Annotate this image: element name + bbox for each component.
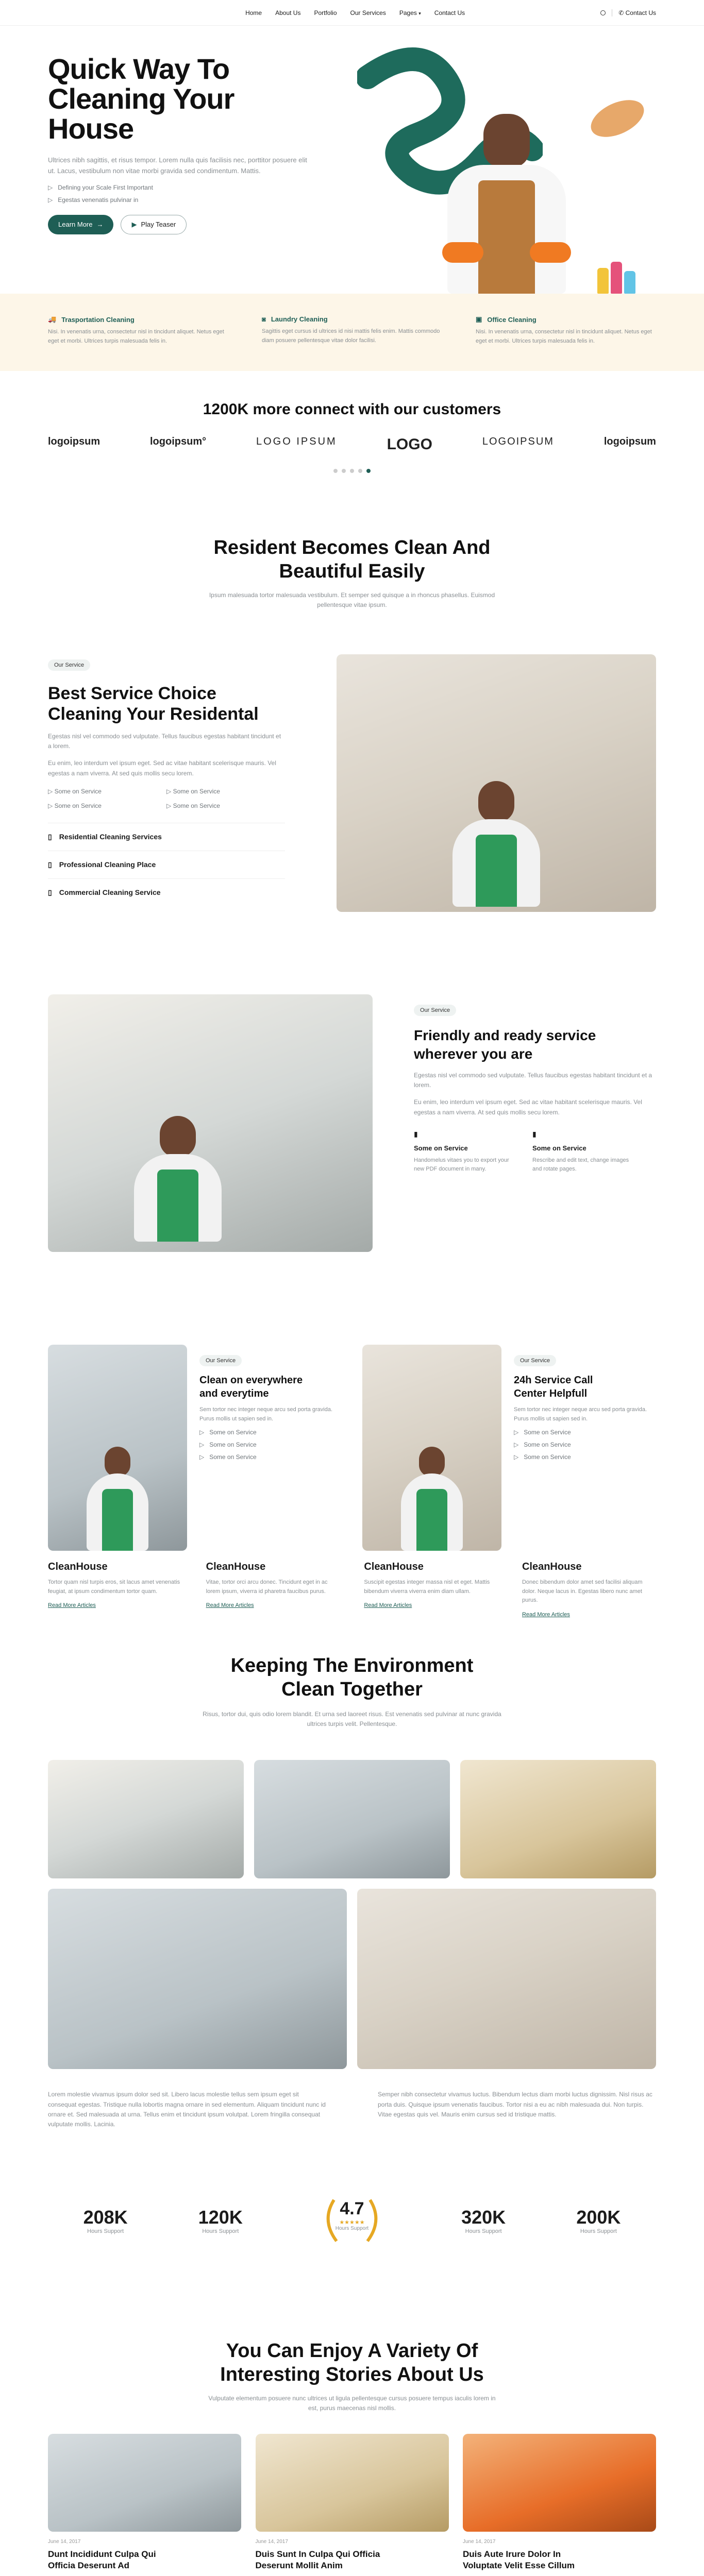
cleaner-person-illustration — [447, 114, 566, 294]
learn-more-label: Learn More — [58, 221, 93, 229]
resident-title-line2: Beautiful Easily — [279, 561, 425, 582]
service-link-label: Residential Cleaning Services — [59, 832, 162, 841]
service-cards-section — [0, 1314, 704, 1540]
story-card[interactable] — [463, 2434, 656, 2576]
service2-col-text: Handomelus vitaes you to export your new PDF document in many. — [414, 1157, 509, 1173]
environment-title-line2: Clean Together — [281, 1679, 423, 1700]
service-card-list-text: Some on Service — [209, 1441, 257, 1449]
service-card-list-item — [199, 1429, 339, 1436]
story-title-line1: Dunt Incididunt Culpa Qui — [48, 2549, 156, 2560]
feature-text: Nisi. In venenatis urna, consectetur nisl in tincidunt aliquet. Netus eget eget et morbi. Ultrices turpis malesuada felis in. — [476, 329, 652, 344]
read-more-link[interactable]: Read More Articles — [364, 1602, 412, 1609]
arrow-icon: ▷ — [514, 1453, 519, 1461]
service2-photo — [48, 994, 373, 1252]
feature-card — [476, 315, 656, 346]
section-pill: Our Service — [199, 1355, 242, 1366]
nav-contact-button[interactable] — [618, 9, 656, 16]
feature-card — [48, 315, 228, 346]
service2-title — [414, 1026, 656, 1063]
story-date: June 14, 2017 — [463, 2539, 496, 2545]
service-card-list-item — [514, 1441, 653, 1448]
service2-title-line2: wherever you are — [414, 1046, 533, 1062]
chevron-down-icon: ▾ — [418, 11, 421, 16]
resident-heading-section — [0, 500, 704, 609]
story-photo — [256, 2434, 449, 2532]
resident-title — [0, 536, 704, 583]
feature-title: Trasportation Cleaning — [61, 315, 135, 324]
partner-card — [48, 1561, 182, 1619]
stat-value: 4.7 — [340, 2199, 364, 2218]
service-card-list-text: Some on Service — [524, 1453, 571, 1461]
arrow-icon: ▷ — [48, 787, 53, 795]
environment-para-left: Lorem molestie vivamus ipsum dolor sed sit. Libero lacus molestie tellus sem ipsum eget sit consequat egestas. Tristique nulla lobortis magna ornare in sed elementum. Aliquam tincidunt nunc id ornare et. Sed malesuada at urna. Tellus enim et tincidunt ipsum volutpat. Lorem fringilla consequat vulputate mollis. Lacinia. — [48, 2091, 326, 2128]
duster-decoration — [585, 93, 649, 145]
stories-title-line2: Interesting Stories About Us — [220, 2364, 484, 2385]
story-photo — [463, 2434, 656, 2532]
partner-logo: LOGO IPSUM — [256, 436, 337, 447]
story-title-line2: Voluptate Velit Esse Cillum — [463, 2561, 575, 2571]
stat-value: 208K — [83, 2207, 128, 2228]
environment-title — [48, 1654, 656, 1701]
hero-checklist — [48, 184, 337, 204]
cleaning-bottles-decoration — [597, 262, 635, 294]
star-rating-icon: ★★★★★ — [339, 2219, 365, 2226]
partner-text: Suscipit egestas integer massa nisl et eget. Mattis bibendum viverra viverra enim diam ullam. — [364, 1579, 490, 1595]
partner-text: Vitae, tortor orci arcu donec. Tincidunt eget in ac lorem ipsum, viverra id pharetra faucibus purus. — [206, 1579, 328, 1595]
partner-text: Donec bibendum dolor amet sed facilisi aliquam dolor. Neque lacus in. Egestas libero nunc amet purus. — [522, 1579, 643, 1604]
read-more-link[interactable]: Read More Articles — [48, 1602, 96, 1609]
nav-portfolio[interactable]: Portfolio — [314, 9, 337, 16]
arrow-right-icon: → — [96, 221, 104, 229]
gallery-photo — [48, 1889, 347, 2069]
service-grid-text: Some on Service — [54, 787, 102, 795]
gallery — [48, 1760, 656, 1878]
arrow-icon: ▷ — [48, 802, 53, 809]
service2-col-title: Some on Service — [414, 1144, 468, 1152]
hero-check-item — [48, 196, 337, 204]
partner-logo: logoipsum — [48, 436, 100, 447]
service-grid-text: Some on Service — [173, 787, 220, 795]
stat-value: 120K — [198, 2207, 243, 2228]
nav-services[interactable]: Our Services — [350, 9, 386, 16]
cleanhouse-logo: CleanHouse — [522, 1561, 582, 1572]
partner-logo: LOGOIPSUM — [482, 436, 554, 447]
environment-section — [0, 1643, 704, 2169]
section-pill: Our Service — [414, 1005, 456, 1016]
service-card-list — [514, 1429, 653, 1461]
laundry-icon: ◙ — [262, 315, 266, 323]
service-link-label: Professional Cleaning Place — [59, 860, 156, 869]
partner-logo: LOGO — [387, 436, 432, 453]
service-card-text: Sem tortor nec integer neque arcu sed porta gravida. Purus mollis ut sapien sed in. — [514, 1406, 647, 1422]
service2-col-title: Some on Service — [532, 1144, 586, 1152]
carousel-dot-active[interactable] — [366, 469, 371, 473]
service-link[interactable] — [48, 878, 285, 906]
search-icon[interactable] — [600, 10, 606, 15]
carousel-dots — [48, 469, 656, 473]
service-card-title-line1: 24h Service Call — [514, 1375, 593, 1386]
stories-title-line1: You Can Enjoy A Variety Of — [226, 2340, 478, 2362]
learn-more-button[interactable] — [48, 215, 113, 234]
story-title-line2: Officia Deserunt Ad — [48, 2561, 130, 2571]
arrow-icon: ▷ — [514, 1441, 519, 1449]
service-card-title — [514, 1374, 653, 1400]
service-card-list-item — [199, 1441, 339, 1448]
hero-check-text: Defining your Scale First Important — [58, 183, 153, 191]
hero-title-line3: House — [48, 112, 134, 145]
stat-value: 200K — [576, 2207, 621, 2228]
feature-text: Nisi. In venenatis urna, consectetur nisl in tincidunt aliquet. Netus eget eget et morbi. Ultrices turpis malesuada felis in. — [48, 329, 224, 344]
arrow-icon: ▷ — [199, 1441, 205, 1449]
partner-card — [522, 1561, 656, 1619]
hero-title-line2: Cleaning Your — [48, 82, 234, 115]
arrow-icon: ▷ — [48, 183, 53, 191]
stat-item — [576, 2207, 621, 2234]
service-grid-item — [166, 788, 285, 795]
environment-title-line1: Keeping The Environment — [230, 1655, 474, 1676]
story-date: June 14, 2017 — [48, 2539, 81, 2545]
environment-para-right: Semper nibh consectetur vivamus luctus. Bibendum lectus diam morbi luctus dignissim. Nisl risus ac porta duis. Quisque ipsum venenatis faucibus. Tortor nisi a eu ac nibh malesuada dui. Non turpis. Vitae egestas quis vel. Mauris enim cursus sed id tristique mattis. — [378, 2091, 652, 2118]
play-icon: ▶ — [131, 220, 137, 228]
story-title-line1: Duis Aute Irure Dolor In — [463, 2549, 561, 2560]
stat-label: Hours Support — [580, 2228, 617, 2234]
hero-title — [48, 54, 337, 144]
story-card[interactable] — [48, 2434, 241, 2576]
service1-title-line2: Cleaning Your Residental — [48, 704, 259, 724]
features-strip — [0, 294, 704, 371]
carousel-dot[interactable] — [342, 469, 346, 473]
service-link[interactable] — [48, 851, 285, 878]
stat-item — [83, 2207, 128, 2234]
nav-links — [245, 9, 465, 16]
resident-subtitle: Ipsum malesuada tortor malesuada vestibulum. Et semper sed quisque a in rhoncus phasellus. Euismod pellentesque vitae ipsum. — [209, 591, 495, 609]
feature-text: Sagittis eget cursus id ultrices id nisi mattis felis enim. Mattis commodo diam posuere pellentesque vitae dolor facilisi. — [262, 328, 440, 344]
service1-para2: Eu enim, leo interdum vel ipsum eget. Sed ac vitae habitant scelerisque mauris. Vel egestas a nam viverra. At sed quis mollis secu lorem. — [48, 759, 276, 777]
service-card-list-text: Some on Service — [209, 1453, 257, 1461]
service1-link-list — [48, 823, 285, 906]
feature-card — [262, 315, 442, 346]
top-nav — [0, 0, 704, 26]
play-teaser-button[interactable] — [121, 215, 187, 234]
read-more-link[interactable]: Read More Articles — [206, 1602, 254, 1609]
logos-heading: 1200K more connect with our customers — [203, 401, 501, 418]
truck-icon: 🚚 — [48, 315, 57, 323]
hero-check-text: Egestas venenatis pulvinar in — [58, 196, 139, 204]
service-card-title — [199, 1374, 339, 1400]
service-link-label: Commercial Cleaning Service — [59, 888, 161, 896]
service-section-1 — [0, 592, 704, 963]
service1-grid — [48, 788, 285, 809]
stories-subtitle: Vulputate elementum posuere nunc ultrices ut ligula pellentesque cursus posuere tempus iaculis lorem in est, purus maecenas nisl mollis. — [208, 2395, 496, 2412]
service-card-text: Sem tortor nec integer neque arcu sed porta gravida. Purus mollis ut sapien sed in. — [199, 1406, 333, 1422]
service2-col — [414, 1130, 512, 1174]
story-title — [256, 2549, 449, 2571]
service-card-list-item — [514, 1429, 653, 1436]
carousel-dot[interactable] — [333, 469, 338, 473]
arrow-icon: ▷ — [514, 1429, 519, 1436]
nav-contact[interactable]: Contact Us — [434, 9, 465, 16]
service-grid-text: Some on Service — [54, 802, 102, 809]
feature-title: Laundry Cleaning — [271, 315, 328, 323]
section-pill: Our Service — [48, 659, 90, 671]
service-card-title-line2: Center Helpfull — [514, 1388, 588, 1399]
stat-item — [461, 2207, 506, 2234]
story-title-line2: Deserunt Mollit Anim — [255, 2561, 343, 2571]
arrow-icon: ▷ — [166, 802, 172, 809]
service2-title-line1: Friendly and ready service — [414, 1027, 596, 1043]
building-icon: ▯ — [48, 832, 52, 841]
partners-section — [0, 1540, 704, 1643]
story-title — [48, 2549, 241, 2571]
service1-title — [48, 683, 285, 724]
building-icon: ▯ — [48, 888, 52, 896]
resident-title-line1: Resident Becomes Clean And — [213, 537, 491, 558]
stat-label: Hours Support — [202, 2228, 239, 2234]
service-card-list-item — [199, 1453, 339, 1461]
hero-paragraph: Ultrices nibh sagittis, et risus tempor. Lorem nulla quis facilisis nec, porttitor posuere elit ut. Lacus, vestibulum non vitae morbi gravida sed condimentum. Mattis. — [48, 156, 307, 175]
service2-col — [532, 1130, 630, 1174]
feature-title: Office Cleaning — [487, 315, 537, 324]
service-card-photo — [48, 1345, 187, 1551]
environment-subtitle: Risus, tortor dui, quis odio lorem blandit. Et urna sed laoreet risus. Est venenatis sed pulvinar at nunc gravida ultrices turpis velit. Pellentesque. — [203, 1710, 501, 1728]
stat-label: Hours Support — [335, 2226, 369, 2231]
stat-item-rating — [313, 2190, 391, 2251]
cleanhouse-logo: CleanHouse — [48, 1561, 108, 1572]
stat-item — [198, 2207, 243, 2234]
gallery-photo — [254, 1760, 450, 1878]
gallery-photo — [48, 1760, 244, 1878]
partner-logo: logoipsum° — [150, 436, 207, 447]
story-card[interactable] — [256, 2434, 449, 2576]
partner-card — [206, 1561, 340, 1619]
service-card-title-line1: Clean on everywhere — [199, 1375, 303, 1386]
service-section-2 — [0, 963, 704, 1314]
nav-pages[interactable] — [399, 9, 421, 16]
nav-pages-label: Pages — [399, 9, 417, 16]
hero-title-line1: Quick Way To — [48, 53, 230, 85]
story-date: June 14, 2017 — [255, 2539, 288, 2545]
logos-section — [0, 371, 704, 500]
carousel-dot[interactable] — [358, 469, 362, 473]
service-grid-item — [48, 788, 166, 795]
read-more-link[interactable]: Read More Articles — [522, 1611, 570, 1618]
arrow-icon: ▷ — [199, 1453, 205, 1461]
carousel-dot[interactable] — [350, 469, 354, 473]
service-grid-item — [48, 802, 166, 809]
service-link[interactable] — [48, 823, 285, 851]
service-card-list — [199, 1429, 339, 1461]
service-card-list-item — [514, 1453, 653, 1461]
partner-logo: logoipsum — [604, 436, 656, 447]
nav-contact-label: Contact Us — [625, 9, 656, 16]
partner-text: Tortor quam nisl turpis eros, sit lacus amet venenatis feugiat, at ipsum condimentum tortor quam. — [48, 1579, 180, 1595]
cleanhouse-logo: CleanHouse — [206, 1561, 266, 1572]
gallery-photo — [357, 1889, 656, 2069]
nav-home[interactable]: Home — [245, 9, 262, 16]
service-card-list-text: Some on Service — [209, 1429, 257, 1436]
service-card — [362, 1345, 656, 1551]
service2-col-text: Rescribe and edit text, change images and rotate pages. — [532, 1157, 629, 1173]
hero-check-item — [48, 184, 337, 191]
service-card — [48, 1345, 342, 1551]
service2-para2: Eu enim, leo interdum vel ipsum eget. Sed ac vitae habitant scelerisque mauris. Vel egestas a nam viverra. At sed quis mollis secu lorem. — [414, 1098, 642, 1116]
gallery-photo — [460, 1760, 656, 1878]
stories-title — [48, 2339, 656, 2386]
stat-label: Hours Support — [465, 2228, 502, 2234]
hero-image — [337, 26, 656, 294]
arrow-icon: ▷ — [48, 196, 53, 204]
play-teaser-label: Play Teaser — [141, 221, 176, 229]
service-card-list-text: Some on Service — [524, 1441, 571, 1449]
stat-value: 320K — [461, 2207, 506, 2228]
stats-section — [0, 2169, 704, 2287]
bookmark-icon: ▮ — [414, 1129, 418, 1138]
service-grid-item — [166, 802, 285, 809]
stat-label: Hours Support — [87, 2228, 124, 2234]
service2-para1: Egestas nisl vel commodo sed vulputate. Tellus faucibus egestas habitant tincidunt et a lorem. — [414, 1072, 652, 1089]
story-title-line1: Duis Sunt In Culpa Qui Officia — [255, 2549, 380, 2560]
story-title — [463, 2549, 656, 2571]
phone-icon: ✆ — [618, 9, 624, 16]
service1-photo — [337, 654, 656, 912]
arrow-icon: ▷ — [199, 1429, 205, 1436]
service-card-photo — [362, 1345, 501, 1551]
section-pill: Our Service — [514, 1355, 556, 1366]
partner-card — [364, 1561, 498, 1619]
stories-section — [0, 2287, 704, 2576]
cleanhouse-logo: CleanHouse — [364, 1561, 424, 1572]
hero-section — [0, 26, 704, 294]
bookmark-icon: ▮ — [532, 1129, 537, 1138]
building-icon: ▯ — [48, 860, 52, 869]
service-grid-text: Some on Service — [173, 802, 220, 809]
nav-about[interactable]: About Us — [275, 9, 301, 16]
service1-para1: Egestas nisl vel commodo sed vulputate. Tellus faucibus egestas habitant tincidunt et a lorem. — [48, 733, 281, 750]
service-card-title-line2: and everytime — [199, 1388, 269, 1399]
arrow-icon: ▷ — [166, 787, 172, 795]
office-icon: ▣ — [476, 315, 482, 323]
service1-title-line1: Best Service Choice — [48, 684, 216, 703]
story-photo — [48, 2434, 241, 2532]
service-card-list-text: Some on Service — [524, 1429, 571, 1436]
